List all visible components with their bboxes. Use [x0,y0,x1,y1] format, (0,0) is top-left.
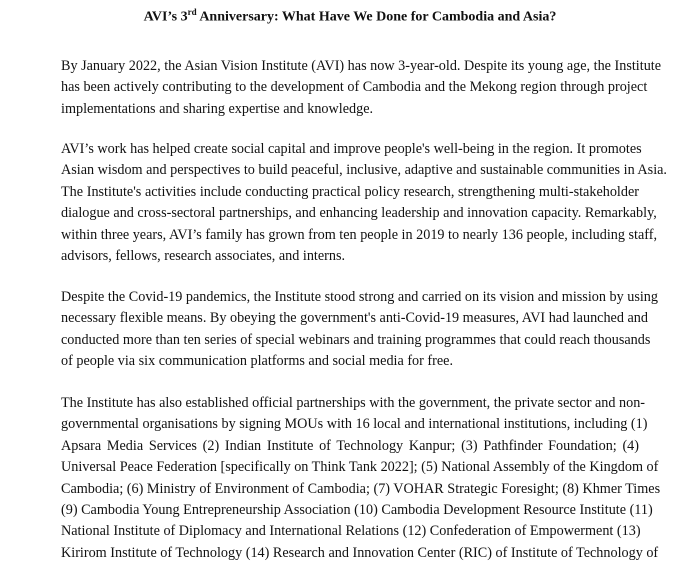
title-superscript: rd [187,7,197,17]
paragraph-covid [61,287,658,373]
text-line: Cambodia; (6) Ministry of Environment of Cambodia; (7) VOHAR Strategic Foresight; (8) Khmer Times [61,480,661,497]
text-line: Despite the Covid-19 pandemics, the Institute stood strong and carried on its vision and mission by using [61,289,658,305]
text-line: (9) Cambodia Young Entrepreneurship Association (10) Cambodia Development Resource Institute (11) [61,501,653,518]
text-line: By January 2022, the Asian Vision Institute (AVI) has now 3-year-old. Despite its young age, the Institute [61,58,662,74]
text-line: dialogue and cross-sectoral partnerships, and enhancing leadership and innovation capacity. Remarkably, [61,205,657,222]
text-line: governmental organisations by signing MOUs with 16 local and international institutions, including (1) [61,416,648,433]
title-text: AVI’s 3 [143,9,188,25]
text-line: necessary flexible means. By obeying the government's anti-Covid-19 measures, AVI had launched and [61,310,648,327]
paragraph-partnerships [61,393,661,564]
text-line: The Institute's activities include conducting practical policy research, strengthening multi-stakeholder [61,183,639,200]
text-line: Universal Peace Federation [specifically on Think Tank 2022]; (5) National Assembly of the Kingdom of [61,459,659,476]
paragraph-intro [61,56,662,120]
text-line: within three years, AVI’s family has grown from ten people in 2019 to nearly 136 people, including staff, [61,226,658,243]
document-title [0,7,700,26]
text-line: The Institute has also established official partnerships with the government, the private sector and non- [61,395,646,411]
text-line: Kirirom Institute of Technology (14) Research and Innovation Center (RIC) of Institute of Technology of [61,544,659,561]
title-text-rest: Anniversary: What Have We Done for Cambodia and Asia? [196,9,557,25]
text-line: conducted more than ten series of special webinars and training programmes that could reach thousands [61,331,651,348]
text-line: AVI’s work has helped create social capital and improve people's well-being in the region. It promotes [61,141,642,157]
paragraph-work [61,139,667,267]
text-line: implementations and sharing expertise and knowledge. [61,100,374,117]
text-line: National Institute of Diplomacy and International Relations (12) Confederation of Empowerment (13) [61,523,641,540]
text-line: Asian wisdom and perspectives to build peaceful, inclusive, adaptive and sustainable communities in Asia. [61,162,667,179]
text-line: has been actively contributing to the development of Cambodia and the Mekong region through project [61,79,648,96]
text-line: Apsara Media Services (2) Indian Institute of Technology Kanpur; (3) Pathfinder Foundation; (4) [61,437,639,454]
text-line: advisors, fellows, research associates, and interns. [61,247,346,264]
text-line: of people via six communication platforms and social media for free. [61,353,453,370]
